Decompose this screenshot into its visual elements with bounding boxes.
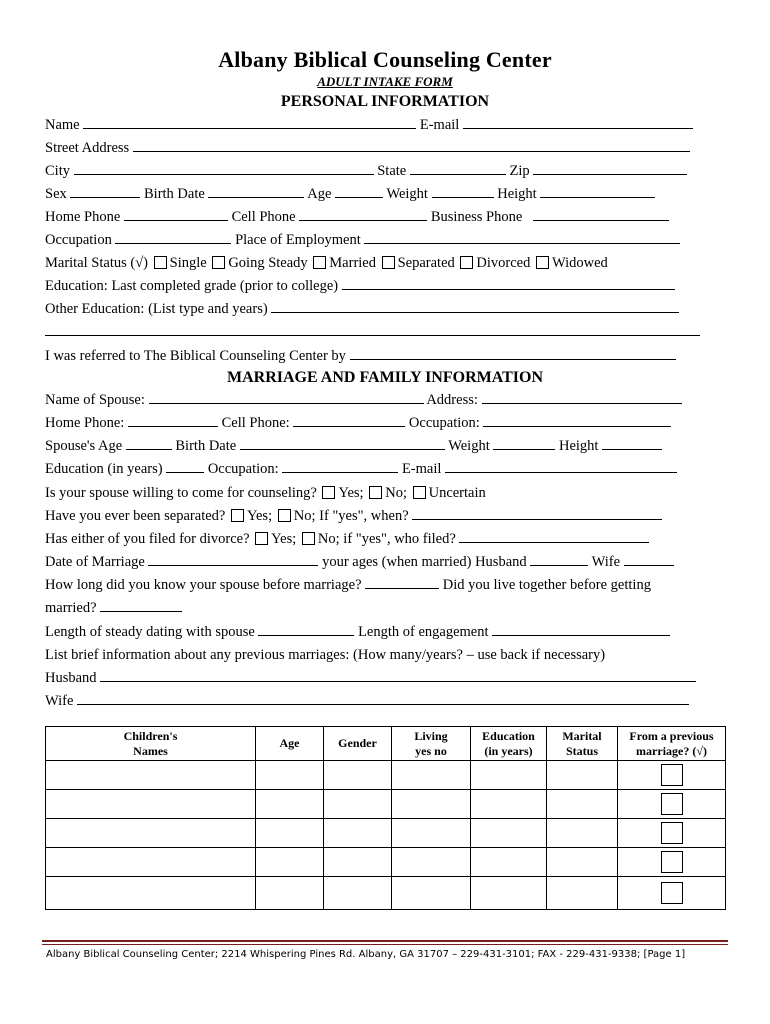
col-children-names <box>46 727 256 761</box>
willing-yes-checkbox[interactable] <box>322 486 335 499</box>
child-name-cell[interactable] <box>46 790 256 819</box>
child-education-cell[interactable] <box>471 848 547 877</box>
spouse-occupation2-field[interactable] <box>282 460 398 473</box>
spouse-age-field[interactable] <box>126 437 172 450</box>
birth-date-field[interactable] <box>208 185 304 198</box>
city-field[interactable] <box>74 162 374 175</box>
other-education-field-2[interactable] <box>45 323 700 336</box>
separated-label: Separated <box>397 255 455 271</box>
education-field[interactable] <box>342 277 675 290</box>
child-name-cell[interactable] <box>46 848 256 877</box>
separated-yes-label: Yes; <box>246 508 273 524</box>
birth-date-label: Birth Date <box>144 186 205 202</box>
willing-label: Is your spouse willing to come for counseling? <box>45 485 317 501</box>
marital-status-label: Marital Status (√) <box>45 255 148 271</box>
spouse-weight-label: Weight <box>448 438 490 454</box>
other-education-field[interactable] <box>271 300 679 313</box>
city-line <box>45 162 725 180</box>
child-gender-cell[interactable] <box>324 790 392 819</box>
email-field[interactable] <box>463 116 693 129</box>
employment-field[interactable] <box>364 231 680 244</box>
child-living-cell[interactable] <box>392 761 471 790</box>
child-previous-cell <box>618 761 726 790</box>
section-personal: PERSONAL INFORMATION <box>280 93 490 110</box>
col-age <box>256 727 324 761</box>
height-label: Height <box>497 186 537 202</box>
child-age-cell[interactable] <box>256 848 324 877</box>
col-marital <box>547 727 618 761</box>
child-education-cell[interactable] <box>471 761 547 790</box>
spouse-occupation2-label: Occupation: <box>207 461 279 477</box>
sex-line <box>45 185 725 203</box>
referred-field[interactable] <box>350 347 676 360</box>
street-label: Street Address <box>45 140 130 156</box>
col-gender <box>324 727 392 761</box>
child-marital-cell[interactable] <box>547 761 618 790</box>
table-row <box>46 790 726 819</box>
separated-when-field[interactable] <box>412 507 662 520</box>
child-age-cell[interactable] <box>256 877 324 910</box>
marital-status-line <box>45 254 725 272</box>
col-age-label: Age <box>279 736 300 750</box>
referred-label: I was referred to The Biblical Counseling Center by <box>45 348 346 364</box>
spouse-birth-date-label: Birth Date <box>175 438 237 454</box>
table-row <box>46 877 726 910</box>
steady-dating-field[interactable] <box>258 623 354 636</box>
spouse-name-field[interactable] <box>149 391 424 404</box>
city-label: City <box>45 163 70 179</box>
divorce-no-label: No; if "yes", who filed? <box>317 531 456 547</box>
spouse-name-line <box>45 391 725 409</box>
child-marital-cell[interactable] <box>547 848 618 877</box>
child-education-cell[interactable] <box>471 877 547 910</box>
state-field[interactable] <box>410 162 506 175</box>
previous-marriages-label: List brief information about any previous marriages: (How many/years? – use back if necessary) <box>45 647 606 663</box>
weight-field[interactable] <box>432 185 494 198</box>
child-gender-cell[interactable] <box>324 877 392 910</box>
spouse-age-label: Spouse's Age <box>45 438 123 454</box>
child-age-cell[interactable] <box>256 819 324 848</box>
separated-no-checkbox[interactable] <box>278 509 291 522</box>
divorce-q-label: Has either of you filed for divorce? <box>45 531 250 547</box>
divorce-yes-label: Yes; <box>271 531 297 547</box>
wife-field[interactable] <box>77 692 689 705</box>
single-label: Single <box>169 255 207 271</box>
child-marital-cell[interactable] <box>547 819 618 848</box>
child-previous-cell <box>618 877 726 910</box>
occupation-label: Occupation <box>45 232 112 248</box>
col-marital-label: Marital Status <box>562 728 602 758</box>
child-living-cell[interactable] <box>392 877 471 910</box>
height-field[interactable] <box>540 185 655 198</box>
spouse-education-label: Education (in years) <box>45 461 163 477</box>
spouse-email-field[interactable] <box>445 460 677 473</box>
col-living <box>392 727 471 761</box>
willing-no-label: No; <box>385 485 407 501</box>
date-of-marriage-line <box>45 553 725 571</box>
how-long-label: How long did you know your spouse before marriage? <box>45 577 362 593</box>
divorced-label: Divorced <box>476 255 531 271</box>
child-previous-cell <box>618 848 726 877</box>
child-name-cell[interactable] <box>46 761 256 790</box>
spouse-education-field[interactable] <box>166 460 204 473</box>
date-of-marriage-field[interactable] <box>148 553 318 566</box>
child-gender-cell[interactable] <box>324 761 392 790</box>
street-field[interactable] <box>133 139 690 152</box>
spouse-cell-phone-label: Cell Phone: <box>221 415 290 431</box>
previous-marriage-checkbox[interactable] <box>661 882 683 904</box>
previous-line <box>45 646 725 664</box>
occupation-field[interactable] <box>115 231 231 244</box>
col-living-label: Living yes no <box>414 728 448 758</box>
table-row <box>46 819 726 848</box>
child-gender-cell[interactable] <box>324 848 392 877</box>
zip-label: Zip <box>509 163 530 179</box>
child-marital-cell[interactable] <box>547 877 618 910</box>
divorce-who-field[interactable] <box>459 530 649 543</box>
willing-line <box>45 484 725 502</box>
spouse-weight-field[interactable] <box>493 437 555 450</box>
married-label: Married <box>329 255 376 271</box>
age-label: Age <box>307 186 332 202</box>
separated-yes-checkbox[interactable] <box>231 509 244 522</box>
dating-line <box>45 623 725 641</box>
steady-dating-label: Length of steady dating with spouse <box>45 624 255 640</box>
cell-phone-field[interactable] <box>299 208 427 221</box>
occupation-line <box>45 231 725 249</box>
name-field[interactable] <box>83 116 416 129</box>
spouse-occupation-field[interactable] <box>483 414 671 427</box>
divorced-checkbox[interactable] <box>460 256 473 269</box>
home-phone-field[interactable] <box>124 208 228 221</box>
child-gender-cell[interactable] <box>324 819 392 848</box>
footer-rule <box>42 940 728 942</box>
previous-marriage-checkbox[interactable] <box>661 793 683 815</box>
child-marital-cell[interactable] <box>547 790 618 819</box>
weight-label: Weight <box>386 186 428 202</box>
how-long-line <box>45 576 725 594</box>
children-table <box>45 726 726 910</box>
child-previous-cell <box>618 819 726 848</box>
willing-uncertain-checkbox[interactable] <box>413 486 426 499</box>
child-living-cell[interactable] <box>392 819 471 848</box>
how-long-field[interactable] <box>365 576 439 589</box>
footer-rule-thin <box>42 944 728 945</box>
widowed-label: Widowed <box>551 255 608 271</box>
husband-line <box>45 669 725 687</box>
street-line <box>45 139 725 157</box>
spouse-cell-phone-field[interactable] <box>293 414 405 427</box>
other-education-label: Other Education: (List type and years) <box>45 301 268 317</box>
table-row <box>46 848 726 877</box>
separated-line <box>45 507 725 525</box>
state-label: State <box>377 163 407 179</box>
section-marriage: MARRIAGE AND FAMILY INFORMATION <box>227 369 543 386</box>
spouse-address-field[interactable] <box>482 391 682 404</box>
separated-no-label: No; If "yes", when? <box>293 508 409 524</box>
col-previous-marriage <box>618 727 726 761</box>
engagement-label: Length of engagement <box>358 624 489 640</box>
footer-text: Albany Biblical Counseling Center; 2214 Whispering Pines Rd. Albany, GA 31707 – 229-431-3101; FAX - 229-431-9338; [Page 1] <box>46 949 686 960</box>
wife-label: Wife <box>45 693 74 709</box>
spouse-height-field[interactable] <box>602 437 662 450</box>
spouse-education-line <box>45 460 725 478</box>
cell-phone-label: Cell Phone <box>231 209 296 225</box>
business-phone-field[interactable] <box>533 208 669 221</box>
child-age-cell[interactable] <box>256 761 324 790</box>
col-children-names-label: Children's Names <box>123 728 178 758</box>
child-education-cell[interactable] <box>471 790 547 819</box>
col-education <box>471 727 547 761</box>
child-name-cell[interactable] <box>46 819 256 848</box>
form-title: Albany Biblical Counseling Center <box>218 47 552 72</box>
children-table-header <box>46 727 726 761</box>
child-age-cell[interactable] <box>256 790 324 819</box>
phone-line <box>45 208 725 226</box>
married-checkbox[interactable] <box>313 256 326 269</box>
child-living-cell[interactable] <box>392 790 471 819</box>
separated-checkbox[interactable] <box>382 256 395 269</box>
employment-label: Place of Employment <box>235 232 361 248</box>
wife-age-field[interactable] <box>624 553 674 566</box>
business-phone-label: Business Phone <box>430 209 523 225</box>
referred-line <box>45 347 725 365</box>
name-label: Name <box>45 117 80 133</box>
spouse-home-phone-label: Home Phone: <box>45 415 125 431</box>
willing-uncertain-label: Uncertain <box>428 485 486 501</box>
divorce-line <box>45 530 725 548</box>
child-living-cell[interactable] <box>392 848 471 877</box>
divorce-no-checkbox[interactable] <box>302 532 315 545</box>
sex-field[interactable] <box>70 185 140 198</box>
married-q-label: married? <box>45 600 97 616</box>
husband-label: Husband <box>45 670 97 686</box>
home-phone-label: Home Phone <box>45 209 121 225</box>
form-subtitle: ADULT INTAKE FORM <box>317 74 453 89</box>
divorce-yes-checkbox[interactable] <box>255 532 268 545</box>
email-label: E-mail <box>419 117 460 133</box>
live-together-field[interactable] <box>100 599 182 612</box>
wife-line <box>45 692 725 710</box>
education-label: Education: Last completed grade (prior to college) <box>45 278 339 294</box>
child-previous-cell <box>618 790 726 819</box>
willing-no-checkbox[interactable] <box>369 486 382 499</box>
other-education-cont-line <box>45 323 725 341</box>
sex-label: Sex <box>45 186 67 202</box>
spouse-email-label: E-mail <box>401 461 442 477</box>
spouse-address-label: Address: <box>426 392 478 408</box>
spouse-home-phone-field[interactable] <box>128 414 218 427</box>
education-line <box>45 277 725 295</box>
col-gender-label: Gender <box>338 736 377 750</box>
husband-age-field[interactable] <box>530 553 588 566</box>
single-checkbox[interactable] <box>154 256 167 269</box>
spouse-occupation-label: Occupation: <box>408 415 480 431</box>
willing-yes-label: Yes; <box>338 485 364 501</box>
engagement-field[interactable] <box>492 623 670 636</box>
previous-marriage-checkbox[interactable] <box>661 851 683 873</box>
going-steady-label: Going Steady <box>228 255 308 271</box>
other-education-line <box>45 300 725 318</box>
date-of-marriage-label: Date of Marriage <box>45 554 145 570</box>
child-education-cell[interactable] <box>471 819 547 848</box>
going-steady-checkbox[interactable] <box>212 256 225 269</box>
live-together-label: Did you live together before getting <box>442 577 651 593</box>
husband-age-label: your ages (when married) Husband <box>322 554 527 570</box>
wife-age-label: Wife <box>591 554 621 570</box>
spouse-height-label: Height <box>558 438 599 454</box>
age-field[interactable] <box>335 185 383 198</box>
name-email-line <box>45 116 725 134</box>
zip-field[interactable] <box>533 162 687 175</box>
spouse-phone-line <box>45 414 725 432</box>
husband-field[interactable] <box>100 669 696 682</box>
previous-marriage-checkbox[interactable] <box>661 764 683 786</box>
separated-q-label: Have you ever been separated? <box>45 508 226 524</box>
spouse-age-line <box>45 437 725 455</box>
col-education-label: Education (in years) <box>482 728 535 758</box>
widowed-checkbox[interactable] <box>536 256 549 269</box>
previous-marriage-checkbox[interactable] <box>661 822 683 844</box>
married-q-line <box>45 599 725 617</box>
col-previous-marriage-label: From a previous marriage? (√) <box>629 728 714 758</box>
spouse-birth-date-field[interactable] <box>240 437 445 450</box>
child-name-cell[interactable] <box>46 877 256 910</box>
spouse-name-label: Name of Spouse: <box>45 392 145 408</box>
table-row <box>46 761 726 790</box>
